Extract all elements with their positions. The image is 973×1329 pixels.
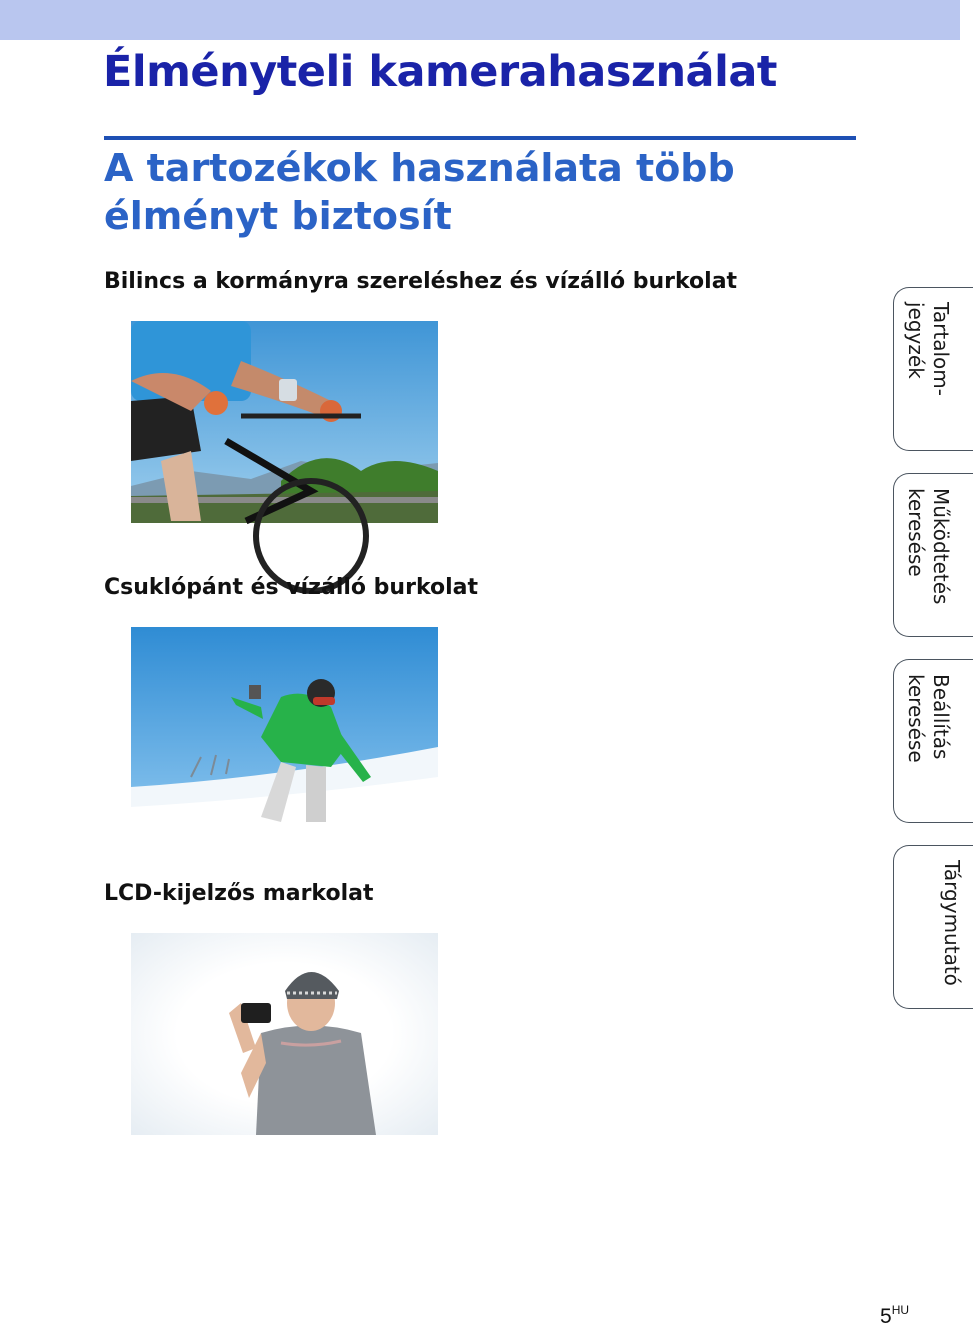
header-band: [0, 0, 960, 40]
accessory-heading-wrist-strap: Csuklópánt és vízálló burkolat: [104, 575, 478, 600]
tab-index[interactable]: [893, 845, 973, 1009]
tab-table-of-contents[interactable]: [893, 287, 973, 451]
section-title: A tartozékok használata több élményt biztosít: [104, 146, 735, 238]
tab-index-label: Tárgymutató: [940, 860, 964, 986]
accessory-heading-lcd-grip: LCD-kijelzős markolat: [104, 881, 374, 906]
snowboarder-photo: [131, 627, 438, 829]
section-divider: [104, 136, 856, 140]
tab-settings-search-label: Beállítás keresése: [904, 674, 953, 763]
tab-operation-search[interactable]: [893, 473, 973, 637]
page-number: [880, 1298, 909, 1329]
cyclist-photo: [131, 321, 438, 523]
language-code: HU: [891, 1303, 910, 1317]
page-title: Élményteli kamerahasználat: [103, 47, 777, 97]
page-number-value: 5: [880, 1305, 892, 1328]
man-with-camera-photo: [131, 933, 438, 1135]
tab-operation-search-label: Működtetés keresése: [904, 488, 953, 605]
tab-settings-search[interactable]: [893, 659, 973, 823]
tab-table-of-contents-label: Tartalom-jegyzék: [904, 302, 953, 396]
accessory-heading-handlebar: Bilincs a kormányra szereléshez és vízálló burkolat: [104, 269, 738, 294]
